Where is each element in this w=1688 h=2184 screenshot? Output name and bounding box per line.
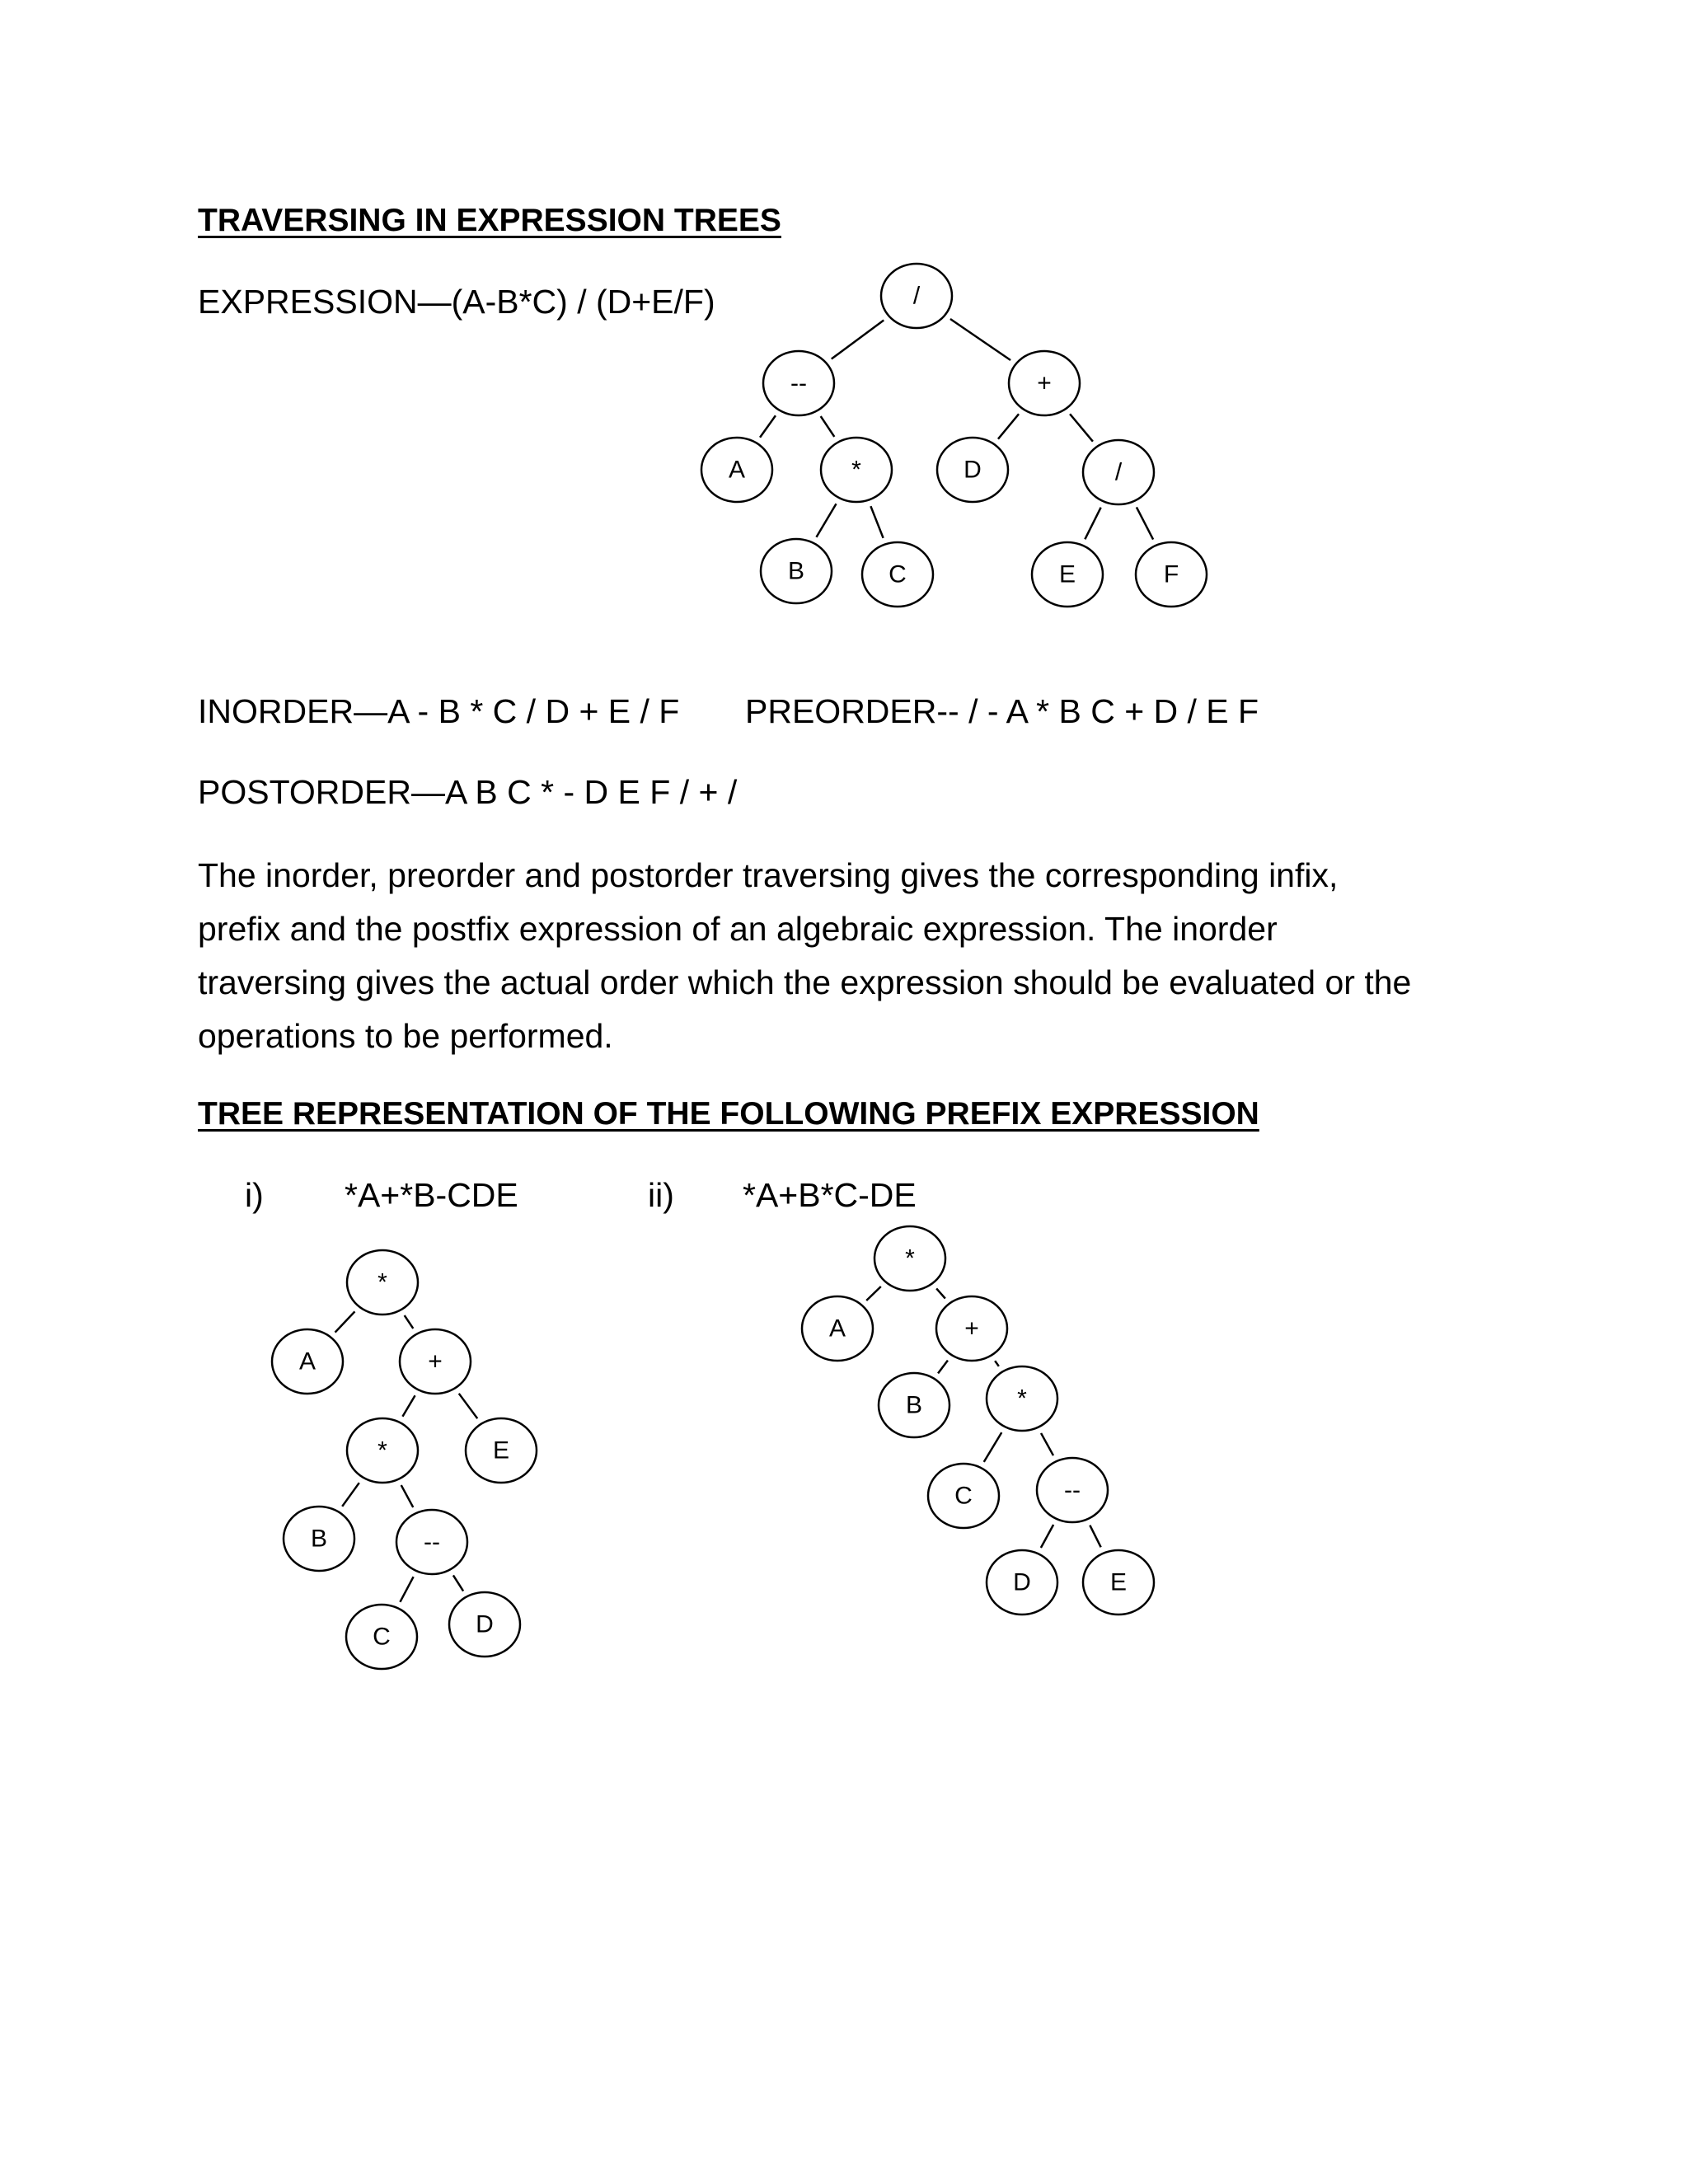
paragraph-line: prefix and the postfix expression of an algebraic expression. The inorder (198, 910, 1278, 948)
expression-line: EXPRESSION—(A-B*C) / (D+E/F) (198, 283, 715, 321)
tree-node (802, 1296, 873, 1361)
tree-node-label: B (310, 1525, 328, 1553)
tree-edge (936, 1288, 945, 1298)
tree-edge (938, 1361, 948, 1374)
tree-node-label: -- (424, 1528, 440, 1556)
section-heading-tree-representation: TREE REPRESENTATION OF THE FOLLOWING PREFIX EXPRESSION (198, 1096, 1259, 1132)
tree-edge (1041, 1433, 1053, 1455)
tree-node-label: E (1109, 1568, 1128, 1596)
tree-node-label: * (851, 456, 861, 484)
tree-edge (1090, 1526, 1100, 1548)
postorder-line: POSTORDER—A B C * - D E F / + / (198, 773, 738, 811)
tree-edge (1041, 1525, 1053, 1548)
tree-node (987, 1550, 1057, 1615)
tree-node-label: -- (790, 369, 807, 397)
tree-node-label: -- (1064, 1476, 1081, 1504)
tree-node-label: E (492, 1436, 510, 1465)
item2-expression: *A+B*C-DE (743, 1176, 917, 1214)
tree-node-label: / (912, 282, 921, 310)
tree-edge (995, 1361, 999, 1366)
item1-marker: i) (245, 1176, 264, 1214)
tree-node-label: A (728, 456, 746, 484)
tree-node (874, 1226, 945, 1291)
tree-node-label: B (787, 557, 805, 585)
tree-node-label: * (377, 1436, 387, 1465)
item1-expression: *A+*B-CDE (345, 1176, 518, 1214)
tree-node-label: D (1013, 1568, 1031, 1596)
tree-node-label: D (964, 456, 982, 484)
tree-node-label: / (1114, 458, 1123, 486)
tree-node-label: + (964, 1315, 979, 1343)
tree-node-label: E (1058, 560, 1076, 588)
tree-node (1037, 1458, 1108, 1522)
section-heading-traversing: TRAVERSING IN EXPRESSION TREES (198, 203, 781, 238)
tree-node (987, 1366, 1057, 1431)
tree-edge (984, 1432, 1002, 1462)
tree-node (928, 1464, 999, 1528)
paragraph-line: operations to be performed. (198, 1017, 613, 1055)
inorder-line: INORDER—A - B * C / D + E / F (198, 692, 680, 730)
tree-node-label: + (1037, 369, 1052, 397)
tree-node-label: C (889, 560, 907, 588)
tree-node-label: * (377, 1268, 387, 1296)
tree-node-label: * (1017, 1385, 1027, 1413)
tree-node (879, 1373, 950, 1437)
tree-node-label: F (1163, 560, 1179, 588)
tree-node-label: B (905, 1391, 923, 1419)
tree-node-label: C (373, 1623, 391, 1651)
tree-node-label: C (954, 1482, 973, 1510)
paragraph-line: The inorder, preorder and postorder traversing gives the corresponding infix, (198, 856, 1339, 894)
item2-marker: ii) (648, 1176, 674, 1214)
preorder-line: PREORDER-- / - A * B C + D / E F (745, 692, 1259, 730)
tree-node-label: D (476, 1610, 494, 1638)
tree-node (936, 1296, 1007, 1361)
tree-node-label: * (905, 1244, 915, 1272)
paragraph-line: traversing gives the actual order which the expression should be evaluated or the (198, 963, 1412, 1001)
tree-edge (866, 1286, 881, 1301)
tree-node-label: A (828, 1315, 846, 1343)
tree-node-label: + (428, 1347, 443, 1376)
tree-node (1083, 1550, 1154, 1615)
tree-node-label: A (298, 1347, 316, 1376)
